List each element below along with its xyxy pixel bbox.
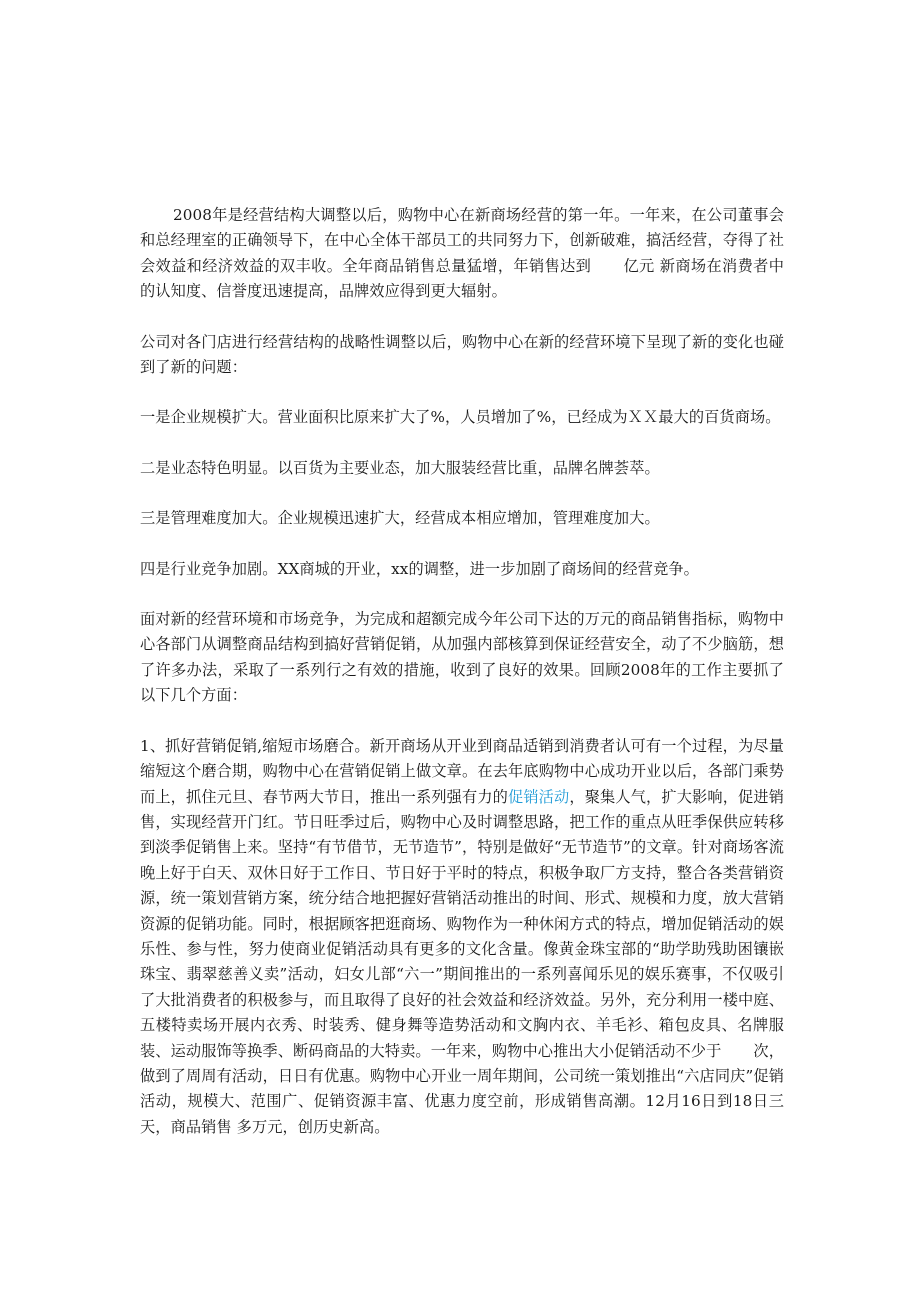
promotion-link[interactable]: 促销活动	[508, 787, 570, 806]
paragraph-measures: 面对新的经营环境和市场竞争，为完成和超额完成今年公司下达的万元的商品销售指标，购物中心各部门从调整商品结构到搞好营销促销，从加强内部核算到保证经营安全，动了不少脑筋，想了许多办法，采取了一系列行之有效的措施，收到了良好的效果。回顾2008年的工作主要抓了以下几个方面：	[140, 610, 784, 705]
intro-text-2: 亿元	[623, 256, 655, 275]
document-body	[140, 203, 784, 1165]
paragraph-problems-intro: 公司对各门店进行经营结构的战略性调整以后，购物中心在新的经营环境下呈现了新的变化也碰到了新的问题：	[140, 332, 784, 377]
section-1-text-2: ，聚集人气，扩大影响，促进销售，实现经营开门红。节日旺季过后，购物中心及时调整思路，把工作的重点从旺季保供应转移到淡季促销售上来。坚持“有节借节，无节造节”，特别是做好“无节造节”的文章。针对商场客流晚上好于白天、双休日好于工作日、节日好于平时的特点，积极争取厂方支持，整合各类营销资源，统一策划营销方案，统分结合地把握好营销活动推出的时间、形式、规模和力度，放大营销资源的促销功能。同时，根据顾客把逛商场、购物作为一种休闲方式的特点，增加促销活动的娱乐性、参与性，努力使商业促销活动具有更多的文化含量。像黄金珠宝部的“助学助残助困镶嵌珠宝、翡翠慈善义卖”活动，妇女儿部“六一”期间推出的一系列喜闻乐见的娱乐赛事，不仅吸引了大批消费者的积极参与，而且取得了良好的社会效益和经济效益。另外，充分利用一楼中庭、五楼特卖场开展内衣秀、时装秀、健身舞等造势活动和文胸内衣、羊毛衫、箱包皮具、名牌服装、运动服饰等换季、断码商品的大特卖。一年来，购物中心推出大小促销活动不少于	[140, 787, 784, 1060]
paragraph-point-2: 二是业态特色明显。以百货为主要业态，加大服装经营比重，品牌名牌荟萃。	[140, 458, 660, 477]
intro-text-1: 2008年是经营结构大调整以后，购物中心在新商场经营的第一年。一年来，在公司董事会和总经理室的正确领导下，在中心全体干部员工的共同努力下，创新破难，搞活经营，夺得了社会效益和经济效益的双丰收。全年商品销售总量猛增，年销售达到	[140, 206, 784, 275]
paragraph-section-1	[140, 734, 784, 1141]
paragraph-point-1: 一是企业规模扩大。营业面积比原来扩大了%，人员增加了%，已经成为ＸＸ最大的百货商场。	[140, 408, 781, 427]
intro-text-3: 新商场在消费者中的认知度、信誉度迅速提高，品牌效应得到更大辐射。	[140, 256, 784, 301]
section-1-text-1: 1、抓好营销促销,缩短市场磨合。新开商场从开业到商品适销到消费者认可有一个过程，为尽量缩短这个磨合期，购物中心在营销促销上做文章。在去年底购物中心成功开业以后，各部门乘势而上，抓住元旦、春节两大节日，推出一系列强有力的	[140, 736, 784, 806]
paragraph-point-4: 四是行业竞争加剧。XX商城的开业，xx的调整，进一步加剧了商场间的经营竞争。	[140, 559, 699, 578]
paragraph-intro	[140, 203, 784, 305]
section-1-text-3: 次，做到了周周有活动，日日有优惠。购物中心开业一周年期间，公司统一策划推出“六店同庆”促销活动，规模大、范围广、促销资源丰富、优惠力度空前，形成销售高潮。12月16日到18日三天，商品销售 多万元，创历史新高。	[140, 1041, 784, 1136]
paragraph-point-3: 三是管理难度加大。企业规模迅速扩大，经营成本相应增加，管理难度加大。	[140, 509, 660, 528]
